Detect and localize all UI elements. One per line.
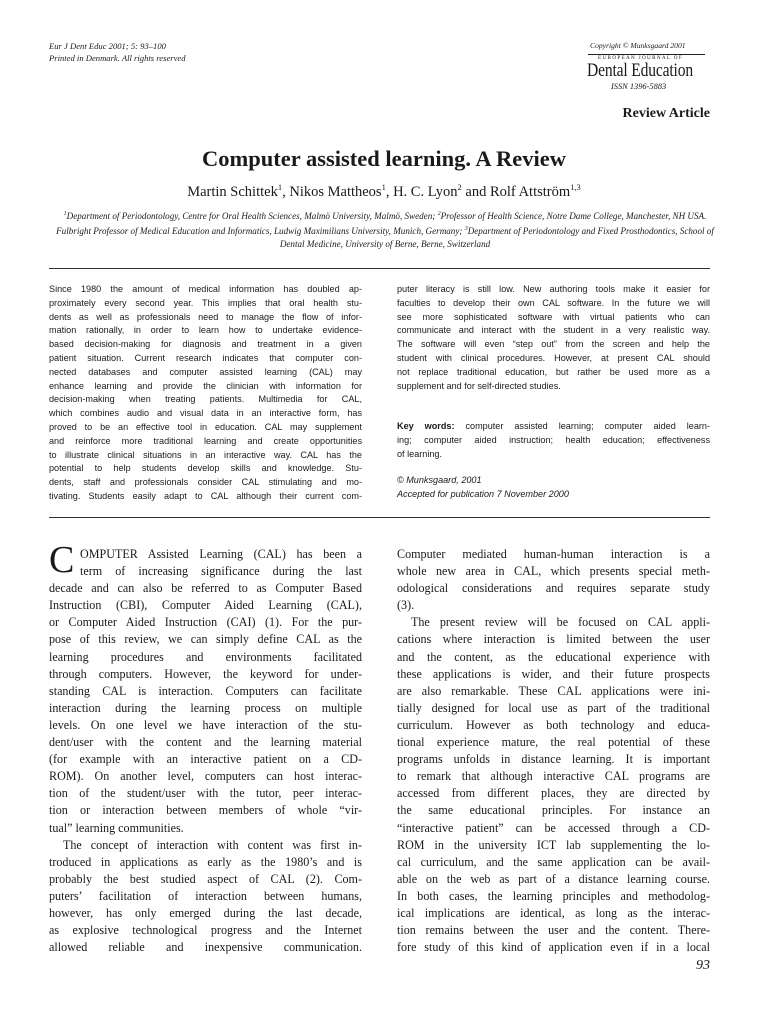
- abstract-line: supplement and for self-directed studies.: [397, 380, 561, 391]
- body-line: accessed from different places, they are directed by: [397, 786, 710, 801]
- body-line: The present review will be focused on CAL appli-: [411, 615, 710, 630]
- body-line: puters’ facilitation of interaction between humans,: [49, 888, 362, 903]
- journal-logo-name: Dental Education: [587, 60, 693, 81]
- abstract-line: enhance learning and provide the clinician with information for: [49, 380, 362, 391]
- affiliation-mark: 3: [464, 225, 468, 232]
- body-column-left: [49, 546, 362, 956]
- author-list: [0, 182, 768, 201]
- abstract-column-left: [49, 283, 362, 504]
- author-affiliation-mark: 1,3: [570, 182, 581, 192]
- abstract-line: not replace traditional education, but rather be used more as a: [397, 366, 710, 377]
- publication-copyright: © Munksgaard, 2001: [397, 475, 482, 485]
- copyright-notice: Copyright © Munksgaard 2001: [590, 41, 686, 50]
- body-line: ROM in the university ICT lab supplementing the lo-: [397, 837, 710, 852]
- printed-notice: Printed in Denmark. All rights reserved: [49, 52, 186, 63]
- affiliation-text: Department of Periodontology and Fixed Prosthodontics, School of Dental Medicine, University of Berne, Berne, Switzerland: [279, 225, 714, 249]
- body-line: programs unfolds in distance learning. It is important: [397, 752, 710, 767]
- body-line: these applications is wider, and their future prospects: [397, 666, 710, 681]
- abstract-column-right: [397, 283, 710, 393]
- body-line: Instruction (CBI), Computer Aided Learning (CAL),: [49, 598, 362, 613]
- author: Martin Schittek: [187, 183, 278, 200]
- body-column-right: [397, 546, 710, 956]
- issn: ISSN 1396-5883: [611, 82, 667, 91]
- publication-info: [397, 474, 569, 502]
- body-line: In both cases, the learning principles and methodolog-: [397, 888, 710, 903]
- abstract-line: tivating. Students easily adapt to CAL although their current com-: [49, 490, 362, 501]
- author: H. C. Lyon: [393, 183, 458, 200]
- keywords-label: Key words:: [397, 421, 455, 431]
- body-line: tially designed for local use as part of the traditional: [397, 700, 710, 715]
- body-smallcaps: OMPUTER: [80, 547, 138, 561]
- body-line: ROM). On another level, computers can host interac-: [49, 769, 362, 784]
- body-line: fore study of this kind of application even if in a local: [397, 940, 710, 955]
- journal-citation: Eur J Dent Educ 2001; 5: 93–100: [49, 41, 166, 51]
- article-title: Computer assisted learning. A Review: [202, 146, 566, 171]
- body-line: The concept of interaction with content was first in-: [63, 837, 362, 852]
- abstract-line: Since 1980 the amount of medical information has doubled ap-: [49, 284, 362, 294]
- body-line: through computers. However, the keyword for under-: [49, 666, 362, 681]
- body-line: (3).: [397, 598, 415, 613]
- body-line: pose of this review, we can simply define CAL as the: [49, 632, 362, 647]
- abstract-line: decision-making when treating patients. Multimedia for CAL,: [49, 394, 362, 405]
- abstract-bottom-rule: [49, 517, 710, 518]
- author-separator: ,: [282, 183, 290, 200]
- affiliation-text: Department of Periodontology, Centre for Oral Health Sciences, Malmö University, Malmö, Sweden;: [66, 211, 438, 222]
- author-affiliation-mark: 1: [381, 182, 386, 192]
- body-line: troduced in applications as early as the 1980’s and is: [49, 854, 362, 869]
- keywords: [397, 420, 710, 461]
- author-separator: ,: [385, 183, 394, 200]
- abstract-line: which combines audio and visual data in an interactive form, has: [49, 408, 362, 419]
- body-line: (for example with an interactive patient on a CD-: [49, 752, 362, 767]
- affiliations: [55, 208, 715, 250]
- body-line: however, has only emerged during the last decade,: [49, 905, 362, 920]
- body-line: tual” learning communities.: [49, 820, 184, 835]
- abstract-top-rule: [49, 268, 710, 269]
- author-separator: and: [461, 183, 490, 200]
- body-line: ical implications are identical, as long as the interac-: [397, 905, 710, 920]
- author: Rolf Attström: [489, 183, 571, 200]
- body-line: to remark that although interactive CAL programs are: [397, 769, 710, 784]
- author-affiliation-mark: 1: [277, 182, 283, 192]
- author-affiliation-mark: 2: [457, 182, 462, 192]
- body-line: tion of the student/user with the tutor, peer interac-: [49, 786, 362, 801]
- body-line: are also remarkable. These CAL applications were ini-: [397, 683, 710, 698]
- body-line: “interactive patient” can be accessed through a CD-: [397, 820, 710, 835]
- body-line: standing CAL is interaction. Computers can facilitate: [49, 683, 362, 698]
- body-line: probably the best studied aspect of CAL (2). Com-: [49, 871, 362, 886]
- body-line: whole new area in CAL, which presents special meth-: [397, 564, 710, 579]
- body-line: decade and can also be referred to as Computer Based: [49, 581, 362, 596]
- body-line: levels. On one level we have interaction of the stu-: [49, 717, 362, 732]
- abstract-line: mation rationally, in order to learn how to undertake evidence-: [49, 325, 362, 336]
- body-line: allowed reliable and inexpensive communication.: [49, 940, 362, 955]
- body-line: able on the web as part of a distance learning course.: [397, 871, 710, 886]
- abstract-line: dents, staff and professionals consider CAL stimulating and mo-: [49, 477, 362, 488]
- abstract-line: proximately every second year. This implies that oral health stu-: [49, 297, 362, 308]
- abstract-line: The software will even “step out” from the screen and help the: [397, 339, 710, 350]
- page-number: 93: [696, 958, 710, 973]
- keywords-line: of learning.: [397, 448, 442, 459]
- body-line: term of increasing significance during the last: [80, 564, 362, 579]
- body-line: cations where interaction is limited between the user: [397, 632, 710, 647]
- accepted-date: Accepted for publication 7 November 2000: [397, 488, 569, 499]
- abstract-line: see more sophisticated software with virtual patients who can: [397, 311, 710, 322]
- body-line: or Computer Aided Instruction (CAI) (1). For the pur-: [49, 615, 362, 630]
- body-text: Assisted Learning (CAL) has been a: [137, 547, 362, 561]
- body-line: dent/user with the content and the learning material: [49, 735, 362, 750]
- abstract-line: faculties to develop their own CAL software. In the future we will: [397, 297, 710, 308]
- body-line: and the content, as the educational experience with: [397, 649, 710, 664]
- keywords-text: computer assisted learning; computer aided learn-: [454, 421, 710, 431]
- keywords-line: ing; computer aided instruction; health education; effectiveness: [397, 434, 710, 445]
- body-line: tional experience mature, the real potential of these: [397, 735, 710, 750]
- affiliation-text: Professor of Health Science, Notre Dame College, Manchester, NH USA. Fulbright Professor of Medical Education and Informatics, Ludwig Maximilians University, Munich, Germany;: [56, 211, 707, 236]
- abstract-line: student with clinical procedures. However, at present CAL should: [397, 352, 710, 363]
- abstract-line: based decision-making for diagnosis and treatment in a given: [49, 339, 362, 350]
- body-line: interaction during the learning process on multiple: [49, 700, 362, 715]
- abstract-line: nected databases and computer assisted learning (CAL) may: [49, 366, 362, 377]
- abstract-line: communicate and interact with the student in a very realistic way.: [397, 325, 710, 336]
- body-line: [49, 546, 362, 563]
- abstract-line: potential to help students develop skills and knowledge. Stu-: [49, 463, 362, 474]
- abstract-line: patient situation. Current research indicates that computer con-: [49, 352, 362, 363]
- body-line: odological considerations and requires separate study: [397, 581, 710, 596]
- author: Nikos Mattheos: [289, 183, 382, 200]
- abstract-line: dents as well as professionals need to manage the flow of infor-: [49, 311, 362, 322]
- abstract-line: proved to be an effective tool in education. CAL may supplement: [49, 421, 362, 432]
- abstract-line: puter literacy is still low. New authoring tools make it easier for: [397, 284, 710, 294]
- body-line: the same educational principles. For instance an: [397, 803, 710, 818]
- affiliation-mark: 1: [63, 211, 67, 217]
- body-line: tion remains between the user and the content. There-: [397, 923, 710, 938]
- article-type: Review Article: [622, 106, 710, 121]
- affiliation-mark: 2: [437, 211, 441, 217]
- body-line: Computer mediated human-human interaction is a: [397, 547, 710, 561]
- journal-logo-small-text: EUROPEAN JOURNAL OF: [598, 55, 684, 61]
- body-line: as explosive technological progress and the Internet: [49, 923, 362, 938]
- body-line: cal curriculum, and the same application can be avail-: [397, 854, 710, 869]
- body-line: learning procedures and environments facilitated: [49, 649, 362, 664]
- journal-citation-block: [49, 41, 186, 64]
- abstract-line: to illustrate clinical situations in an interactive way. CAL has the: [49, 449, 362, 460]
- keywords-line: [397, 420, 710, 434]
- body-line: curriculum. However as both technology and educa-: [397, 717, 710, 732]
- body-line: tion or interaction between members of whole “vir-: [49, 803, 362, 818]
- abstract-line: and reinforce more traditional learning and create opportunities: [49, 435, 362, 446]
- drop-cap: C: [49, 539, 75, 581]
